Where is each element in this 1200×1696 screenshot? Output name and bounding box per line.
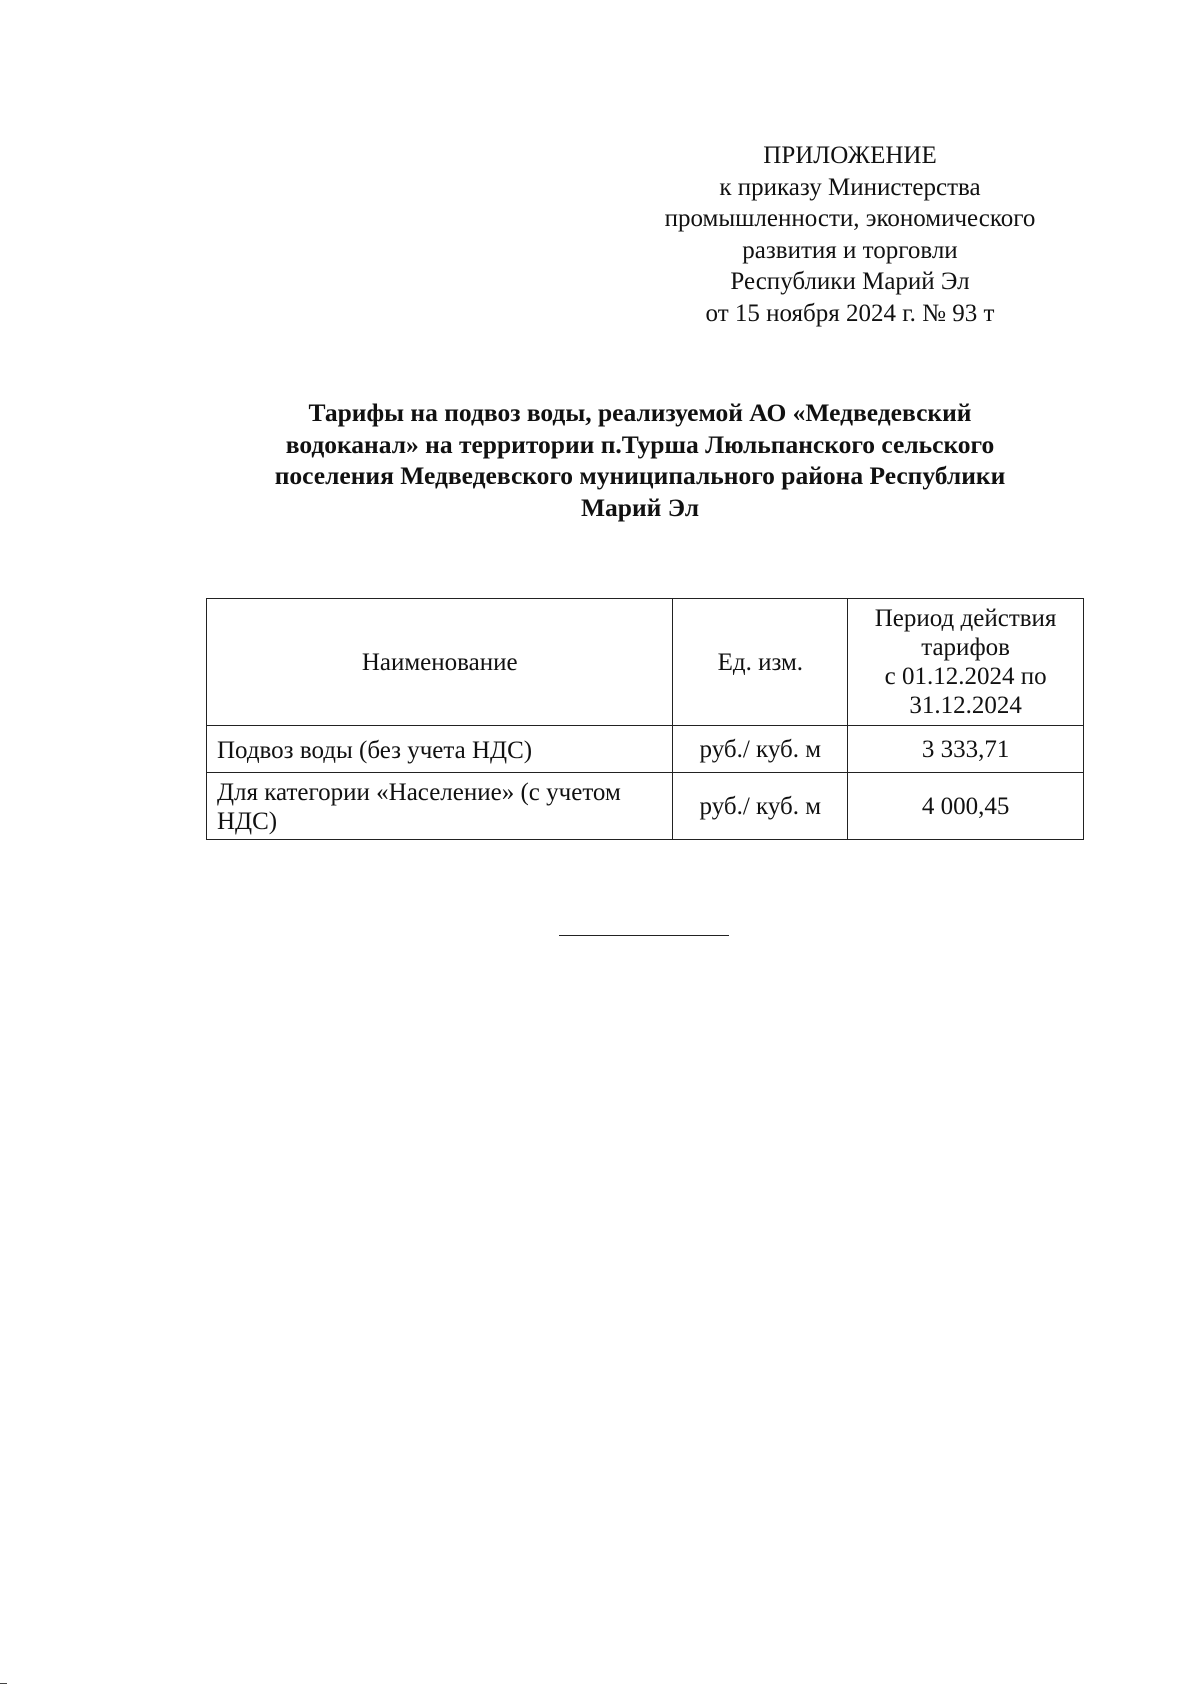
table-row (207, 773, 1084, 840)
row-unit-cell: руб./ куб. м (673, 726, 848, 773)
table-row (207, 726, 1084, 773)
row-name-line: Подвоз воды (без учета НДС) (217, 736, 533, 764)
title-line: водоканал» на территории п.Турша Люльпанского сельского (285, 429, 995, 459)
closing-divider (559, 935, 729, 936)
row-name-line: Для категории «Население» (с учетом (217, 779, 621, 806)
column-header-name: Наименование (207, 599, 673, 726)
row-tariff-value: 3 333,71 (848, 726, 1084, 773)
title-line: поселения Медведевского муниципального района Республики (274, 461, 1006, 490)
title-line: Тарифы на подвоз воды, реализуемой АО «Медведевский (308, 398, 972, 427)
column-header-unit: Ед. изм. (673, 599, 848, 726)
column-header-period (848, 599, 1084, 726)
row-name-cell (207, 773, 673, 840)
table-header-row (207, 599, 1084, 726)
title-line: Марий Эл (580, 492, 700, 522)
period-header-line: 31.12.2024 (909, 692, 1022, 719)
period-header-line: тарифов (921, 634, 1010, 661)
appendix-line: развития и торговли (742, 236, 958, 264)
row-unit-cell: руб./ куб. м (673, 773, 848, 840)
row-name-line: НДС) (217, 808, 278, 835)
appendix-order-date: от 15 ноября 2024 г. № 93 т (705, 299, 995, 327)
appendix-line: Республики Марий Эл (730, 268, 970, 295)
period-header-line: Период действия (874, 605, 1057, 632)
appendix-heading: ПРИЛОЖЕНИЕ (763, 142, 937, 169)
margin-tick-mark (0, 1683, 7, 1684)
row-name-cell (207, 726, 673, 773)
period-header-line: с 01.12.2024 по (884, 663, 1047, 690)
document-title (200, 397, 1080, 523)
appendix-block (620, 140, 1080, 329)
row-tariff-value: 4 000,45 (848, 773, 1084, 840)
tariff-table (206, 598, 1084, 840)
appendix-line: промышленности, экономического (664, 205, 1036, 232)
appendix-line: к приказу Министерства (719, 173, 981, 201)
